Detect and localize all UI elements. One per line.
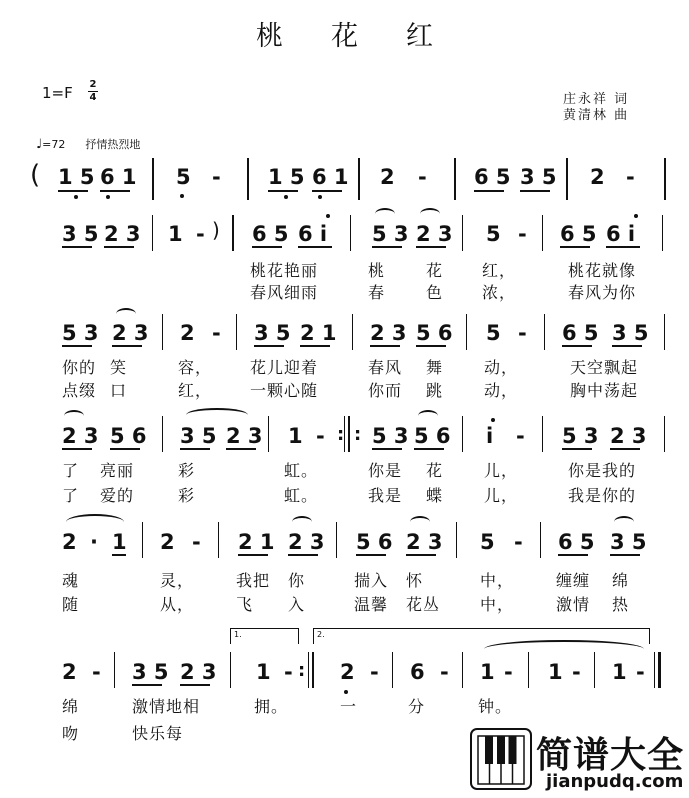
underline	[112, 554, 126, 556]
lyric: 激情地相	[132, 697, 201, 716]
lyric: 跳	[426, 381, 444, 400]
note: 1	[112, 530, 127, 554]
underline	[370, 345, 400, 347]
underline	[356, 554, 386, 556]
repeat-dots: :	[337, 424, 345, 445]
lyric: 爱的	[100, 486, 135, 505]
lyric: 拥。	[254, 697, 289, 716]
lyric: 儿，	[484, 486, 519, 505]
underline	[474, 190, 504, 192]
slur	[420, 208, 440, 220]
note: 1	[480, 660, 495, 684]
expression-mark: 抒情热烈地	[85, 138, 141, 151]
lyric: 春	[368, 283, 386, 302]
slur	[418, 410, 438, 422]
note-group: 2 3	[370, 321, 407, 345]
lyric: 怀	[406, 571, 424, 590]
repeat-dots: :	[298, 660, 306, 681]
lyric: 亮丽	[100, 461, 135, 480]
slur	[292, 516, 312, 528]
underline	[562, 448, 592, 450]
lyric: 花	[426, 461, 444, 480]
note-group: 2 3	[226, 424, 263, 448]
note-group: 3 5	[520, 165, 557, 189]
slur	[614, 516, 634, 528]
lyric: 了	[62, 486, 80, 505]
lyric: 吻	[62, 724, 80, 743]
note-group: 2 3	[288, 530, 325, 554]
dash: -	[212, 321, 221, 345]
lyric: 舞	[426, 358, 444, 377]
bar-line	[664, 158, 666, 200]
lyric: 动，	[484, 381, 519, 400]
note: 5	[486, 321, 501, 345]
watermark-url: jianpudq.com	[546, 771, 684, 792]
bar-line	[542, 416, 543, 452]
note-group: 5 6	[356, 530, 393, 554]
underline	[298, 246, 332, 248]
bar-line	[542, 215, 543, 251]
dash: -	[626, 165, 635, 189]
lyric: 桃	[368, 261, 386, 280]
time-top: 2	[89, 79, 97, 90]
watermark-brand: 简谱大全	[536, 735, 685, 776]
bar-line	[232, 215, 234, 251]
note: 2	[380, 165, 395, 189]
note-group: 3 5	[180, 424, 217, 448]
dash: -	[418, 165, 427, 189]
lyric: 虹。	[284, 461, 319, 480]
lyric: 我是	[368, 486, 403, 505]
composer-credit: 黄清林 曲	[563, 108, 630, 123]
note-group: 2 3	[180, 660, 217, 684]
note: 1	[548, 660, 563, 684]
underline	[612, 345, 642, 347]
lyricist-credit: 庄永祥 词	[563, 92, 630, 107]
note-group: 1 5	[58, 165, 95, 189]
note: 5	[176, 165, 191, 189]
underline	[100, 190, 130, 192]
octave-dot	[284, 195, 288, 199]
bar-line	[247, 158, 249, 200]
note-group: 5 3	[372, 222, 409, 246]
slur	[410, 516, 430, 528]
lyric: 蝶	[426, 486, 444, 505]
lyric: 花儿迎着	[250, 358, 319, 377]
dash: -	[516, 424, 525, 448]
note-group: 2 3	[610, 424, 647, 448]
lyric: 花丛	[406, 595, 441, 614]
note-group: 5 3	[562, 424, 599, 448]
lyric: 春风细雨	[250, 283, 319, 302]
underline	[372, 448, 402, 450]
bar-line	[358, 158, 360, 200]
tempo-value: =72	[42, 138, 66, 151]
bar-line	[466, 314, 467, 350]
underline	[562, 345, 592, 347]
lyric: 彩	[178, 461, 196, 480]
song-title: 桃花红	[256, 21, 481, 52]
underline	[406, 554, 436, 556]
bar-line	[230, 652, 231, 688]
note-group: 2 3	[112, 321, 149, 345]
bar-line	[350, 215, 351, 251]
lyric: 浓，	[482, 283, 517, 302]
note-group: 6 1	[312, 165, 349, 189]
note-group: 2 1	[300, 321, 337, 345]
lyric: 我是你的	[568, 486, 637, 505]
lyric: 你	[288, 571, 306, 590]
underline	[254, 345, 284, 347]
note: 2	[590, 165, 605, 189]
lyric: 从，	[160, 595, 195, 614]
tie	[484, 640, 644, 658]
note-group: 6 5	[560, 222, 597, 246]
note-group: 2 1	[238, 530, 275, 554]
lyric: 钟。	[478, 697, 513, 716]
octave-dot	[180, 194, 184, 198]
repeat-bar-line	[348, 416, 350, 452]
octave-dot	[326, 214, 330, 218]
bar-line	[162, 314, 163, 350]
dash: -	[636, 660, 645, 684]
underline	[560, 246, 590, 248]
dash: -	[370, 660, 379, 684]
dash: -	[196, 222, 205, 246]
close-parenthesis: )	[212, 218, 220, 242]
underline	[110, 448, 140, 450]
underline	[62, 448, 92, 450]
dash: -	[92, 660, 101, 684]
note-group: 3 5	[62, 222, 99, 246]
bar-line	[664, 416, 665, 452]
note: 6	[410, 660, 425, 684]
time-signature	[88, 80, 98, 103]
lyric: 你是	[368, 461, 403, 480]
bar-line	[268, 416, 269, 452]
underline	[62, 345, 92, 347]
note-group: 5 6	[416, 321, 453, 345]
underline	[132, 684, 162, 686]
underline	[416, 246, 446, 248]
underline	[300, 345, 330, 347]
slur	[186, 408, 248, 422]
note-group: 5 3	[62, 321, 99, 345]
bar-line	[662, 215, 663, 251]
slur	[116, 308, 136, 320]
lyric: 了	[62, 461, 80, 480]
note: 2	[160, 530, 175, 554]
lyric: 快乐每	[132, 724, 184, 743]
lyric: 缠缠	[556, 571, 591, 590]
lyric: 你而	[368, 381, 403, 400]
underline	[606, 246, 640, 248]
note-group: 6 5	[252, 222, 289, 246]
dash: -	[504, 660, 513, 684]
lyric: 热	[612, 595, 630, 614]
lyric: 容，	[178, 358, 213, 377]
note-group: 5 3	[372, 424, 409, 448]
octave-dot	[318, 195, 322, 199]
lyric: 口	[110, 381, 128, 400]
time-bottom: 4	[89, 92, 97, 103]
underline	[268, 190, 298, 192]
note-group: 6 1	[100, 165, 137, 189]
note-group: 5 6	[110, 424, 147, 448]
bar-line	[664, 314, 665, 350]
slur	[375, 208, 395, 220]
note-group: 6 5	[562, 321, 599, 345]
bar-line	[566, 158, 568, 200]
note-group: 6 5	[474, 165, 511, 189]
lyric: 分	[408, 697, 426, 716]
underline	[104, 246, 134, 248]
underline	[414, 448, 444, 450]
note-group: 3 5	[612, 321, 649, 345]
bar-line	[142, 522, 143, 558]
octave-dot	[491, 418, 495, 422]
lyric: 胸中荡起	[570, 381, 639, 400]
underline	[610, 448, 640, 450]
lyric: 虹。	[284, 486, 319, 505]
bar-line	[540, 522, 541, 558]
lyric: 中，	[480, 595, 515, 614]
note-group: 6 i	[606, 222, 636, 246]
underline	[558, 554, 588, 556]
note-group: 2 3	[416, 222, 453, 246]
octave-dot	[634, 214, 638, 218]
dash: -	[518, 222, 527, 246]
note-group: 3 5	[132, 660, 169, 684]
note: 2	[340, 660, 355, 684]
note: 2	[180, 321, 195, 345]
note: 2	[62, 530, 77, 554]
repeat-bar-line	[312, 652, 314, 688]
note-group: 3 5	[254, 321, 291, 345]
lyric: 点缀	[62, 381, 97, 400]
bar-line	[152, 215, 153, 251]
slur	[64, 410, 84, 422]
note-group: 6 i	[298, 222, 328, 246]
lyric: 红，	[178, 381, 213, 400]
lyric: 你的	[62, 358, 97, 377]
first-ending-bracket	[230, 628, 299, 644]
underline	[58, 190, 88, 192]
lyric: 温馨	[354, 595, 389, 614]
bar-line	[456, 522, 457, 558]
note-group: 1 5	[268, 165, 305, 189]
lyric: 花	[426, 261, 444, 280]
bar-line	[462, 652, 463, 688]
note: 1	[612, 660, 627, 684]
bar-line	[162, 416, 163, 452]
underline	[226, 448, 256, 450]
underline	[520, 190, 550, 192]
lyric: 揣入	[354, 571, 389, 590]
bar-line	[392, 652, 393, 688]
lyric: 一	[340, 697, 358, 716]
lyric: 中，	[480, 571, 515, 590]
dash: -	[440, 660, 449, 684]
underline	[62, 246, 92, 248]
lyric: 随	[62, 595, 80, 614]
note: i	[486, 424, 494, 448]
lyric: 你是我的	[568, 461, 637, 480]
note-group: 2 3	[406, 530, 443, 554]
bar-line	[152, 158, 154, 200]
note: 1	[256, 660, 271, 684]
note: 1	[168, 222, 183, 246]
dash: -	[316, 424, 325, 448]
note: 2	[62, 660, 77, 684]
underline	[112, 345, 142, 347]
note-group: 6 5	[558, 530, 595, 554]
tempo-marking	[36, 136, 140, 152]
lyric: 红，	[482, 261, 517, 280]
final-bar-line	[658, 652, 661, 688]
lyric: 色	[426, 283, 444, 302]
first-ending-label: 1.	[234, 630, 242, 639]
octave-dot	[106, 195, 110, 199]
bar-line	[114, 652, 115, 688]
underline	[372, 246, 402, 248]
bar-line	[462, 416, 463, 452]
note: 5	[480, 530, 495, 554]
bar-line	[454, 158, 456, 200]
open-parenthesis: (	[30, 160, 41, 190]
key-signature: 1=F	[42, 84, 73, 102]
lyric: 笑	[110, 358, 128, 377]
dash: -	[192, 530, 201, 554]
bar-line	[218, 522, 219, 558]
lyric: 灵，	[160, 571, 195, 590]
lyric: 动，	[484, 358, 519, 377]
piano-logo-icon	[470, 728, 532, 790]
octave-dot	[74, 195, 78, 199]
final-bar-line	[654, 652, 655, 688]
lyric: 一颗心随	[250, 381, 319, 400]
lyric: 春风	[368, 358, 403, 377]
repeat-bar-line	[344, 416, 345, 452]
note-group: 2 3	[62, 424, 99, 448]
dash: -	[212, 165, 221, 189]
lyric: 我把	[236, 571, 271, 590]
underline	[288, 554, 318, 556]
note: 5	[486, 222, 501, 246]
dash: -	[284, 660, 293, 684]
lyric: 天空飘起	[570, 358, 639, 377]
quarter-note-icon: ♩	[36, 137, 43, 152]
underline	[416, 345, 446, 347]
bar-line	[462, 215, 463, 251]
note-group: 2 3	[104, 222, 141, 246]
note-group: 5 6	[414, 424, 451, 448]
augmentation-dot: ·	[90, 530, 98, 554]
lyric: 飞	[236, 595, 254, 614]
bar-line	[352, 314, 353, 350]
underline	[180, 684, 210, 686]
lyric: 桃花就像	[568, 261, 637, 280]
lyric: 桃花艳丽	[250, 261, 319, 280]
lyric: 彩	[178, 486, 196, 505]
second-ending-label: 2.	[317, 630, 325, 639]
lyric: 绵	[612, 571, 630, 590]
dash: -	[514, 530, 523, 554]
lyric: 绵	[62, 697, 80, 716]
underline	[312, 190, 342, 192]
dash: -	[518, 321, 527, 345]
lyric: 春风为你	[568, 283, 637, 302]
bar-line	[544, 314, 545, 350]
note-group: 3 5	[610, 530, 647, 554]
repeat-bar-line	[308, 652, 309, 688]
underline	[180, 448, 210, 450]
dash: -	[572, 660, 581, 684]
lyric: 魂	[62, 571, 80, 590]
lyric: 儿，	[484, 461, 519, 480]
underline	[610, 554, 640, 556]
repeat-dots: :	[354, 424, 362, 445]
lyric: 入	[288, 595, 306, 614]
underline	[238, 554, 268, 556]
bar-line	[236, 314, 237, 350]
bar-line	[336, 522, 337, 558]
lyric: 激情	[556, 595, 591, 614]
underline	[252, 246, 282, 248]
slur	[66, 514, 124, 530]
note: 1	[288, 424, 303, 448]
